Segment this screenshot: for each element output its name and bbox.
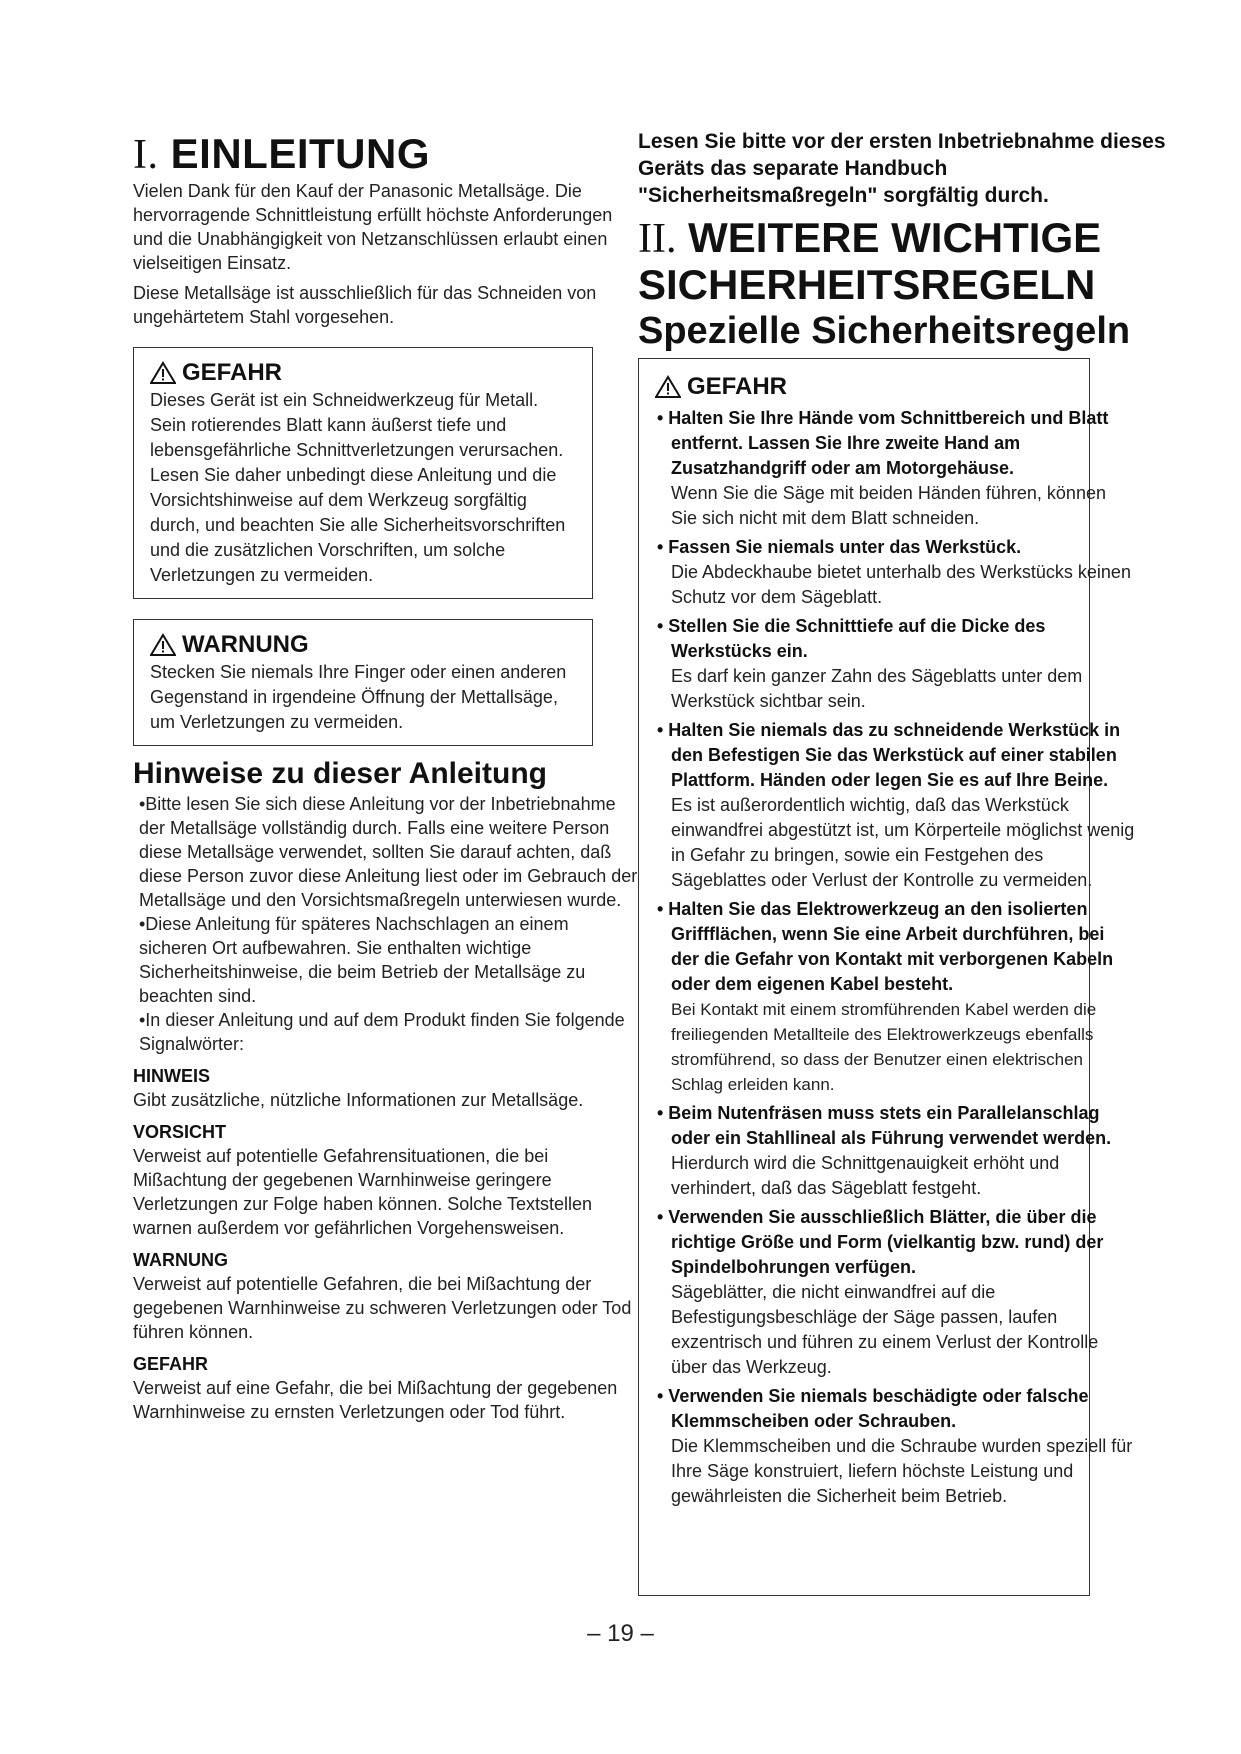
warning-box — [133, 619, 593, 746]
signal-word-heading: GEFAHR — [133, 1354, 209, 1374]
signal-word-heading: WARNUNG — [133, 1250, 228, 1270]
danger-box — [133, 347, 593, 599]
warning-triangle-icon — [150, 361, 176, 385]
signal-word-text: Verweist auf eine Gefahr, die bei Mißachtung der gegebenen Warnhinweise zu ernsten Verletzungen oder Tod führt. — [133, 1378, 618, 1422]
notes-bullet: •In dieser Anleitung und auf dem Produkt finden Sie folgende Signalwörter: — [139, 1010, 625, 1054]
safety-rule-text: Die Abdeckhaube bietet unterhalb des Werkstücks keinen Schutz vor dem Sägeblatt. — [671, 562, 1131, 607]
page-number: – 19 – — [587, 1620, 654, 1647]
safety-rule-text: Bei Kontakt mit einem stromführenden Kabel werden die freiliegenden Metallteile des Elektrowerkzeugs ebenfalls stromführend, so dass der Benutzer einen elektrischen Schlag erleiden kann. — [671, 1000, 1097, 1094]
section-subtitle: Spezielle Sicherheitsregeln — [638, 310, 1131, 352]
notes-heading: Hinweise zu dieser Anleitung — [133, 757, 547, 790]
danger-box-title-text: GEFAHR — [182, 359, 283, 386]
signal-word-text: Verweist auf potentielle Gefahrensituationen, die bei Mißachtung der gegebenen Warnhinweise geringere Verletzungen zur Folge haben können. Solche Textstellen warnen außerdem vor gefährlichen Vorgehensweisen. — [133, 1146, 592, 1238]
safety-rule-heading: • Verwenden Sie ausschließlich Blätter, die über die richtige Größe und Form (vielkantig bzw. rund) der Spindelbohrungen verfügen. — [657, 1207, 1104, 1277]
section-title-line1: WEITERE WICHTIGE — [688, 214, 1102, 261]
warning-box-title-text: WARNUNG — [182, 631, 309, 658]
signal-word-heading: HINWEIS — [133, 1066, 211, 1086]
signal-word-text: Verweist auf potentielle Gefahren, die bei Mißachtung der gegebenen Warnhinweise zu schweren Verletzungen oder Tod führen können. — [133, 1274, 632, 1342]
section-number: I. — [133, 132, 159, 178]
safety-rule-heading: • Beim Nutenfräsen muss stets ein Parallelanschlag oder ein Stahllineal als Führung verwendet werden. — [657, 1103, 1112, 1148]
safety-rule — [655, 718, 1135, 893]
danger-box-title — [150, 358, 578, 388]
safety-rule-text: Es darf kein ganzer Zahn des Sägeblatts unter dem Werkstück sichtbar sein. — [671, 666, 1083, 711]
safety-rule — [655, 1101, 1135, 1201]
signal-word-heading: VORSICHT — [133, 1122, 227, 1142]
safety-rule — [655, 1205, 1135, 1380]
safety-rule-text: Es ist außerordentlich wichtig, daß das Werkstück einwandfrei abgestützt ist, um Körperteile möglichst wenig in Gefahr zu bringen, sowie ein Festgehen des Sägeblattes oder Verlust der Kontrolle zu vermeiden. — [671, 795, 1135, 890]
safety-rule-heading: • Halten Sie niemals das zu schneidende Werkstück in den Befestigen Sie das Werkstück auf einer stabilen Plattform. Händen oder legen Sie es auf Ihre Beine. — [657, 720, 1121, 790]
section-number: II. — [638, 216, 677, 262]
safety-rule — [655, 897, 1135, 1097]
safety-rule-heading: • Fassen Sie niemals unter das Werkstück. — [657, 537, 1022, 557]
safety-rule-text: Sägeblätter, die nicht einwandfrei auf die Befestigungsbeschläge der Säge passen, laufen exzentrisch und führen zu einem Verlust der Kontrolle über das Werkzeug. — [671, 1282, 1099, 1377]
safety-rule — [655, 406, 1135, 531]
safety-rule-text: Die Klemmscheiben und die Schraube wurden speziell für Ihre Säge konstruiert, liefern höchste Leistung und gewährleisten die Sicherheit beim Betrieb. — [671, 1436, 1133, 1506]
safety-rule-heading: • Verwenden Sie niemals beschädigte oder falsche Klemmscheiben oder Schrauben. — [657, 1386, 1089, 1431]
safety-rule — [655, 535, 1135, 610]
right-danger-box-content — [655, 372, 1135, 1509]
warning-triangle-icon — [655, 375, 681, 399]
left-column — [133, 130, 638, 1424]
section-title-text: EINLEITUNG — [170, 130, 431, 177]
safety-rule — [655, 1384, 1135, 1509]
notes-bullet: •Bitte lesen Sie sich diese Anleitung vor der Inbetriebnahme der Metallsäge vollständig durch. Falls eine weitere Person diese Metallsäge verwendet, sollten Sie darauf achten, daß diese Person zuvor diese Anleitung liest oder im Gebrauch der Metallsäge und den Vorsichtsmaßregeln unterwiesen wurde. — [139, 794, 638, 910]
signal-word-text: Gibt zusätzliche, nützliche Informationen zur Metallsäge. — [133, 1090, 584, 1110]
intended-use-paragraph: Diese Metallsäge ist ausschließlich für das Schneiden von ungehärtetem Stahl vorgesehen. — [133, 283, 597, 327]
section-title-safety — [638, 215, 1178, 262]
intro-paragraph: Vielen Dank für den Kauf der Panasonic Metallsäge. Die hervorragende Schnittleistung erfüllt höchste Anforderungen und die Unabhängigkeit von Netzanschlüssen erlaubt einen vielseitigen Einsatz. — [133, 181, 613, 273]
safety-rule-heading: • Halten Sie Ihre Hände vom Schnittbereich und Blatt entfernt. Lassen Sie Ihre zweite Hand am Zusatzhandgriff oder am Motorgehäuse. — [657, 408, 1109, 478]
right-column-header — [638, 128, 1178, 354]
safety-rule-text: Hierdurch wird die Schnittgenauigkeit erhöht und verhindert, daß das Sägeblatt festgeht. — [671, 1153, 1060, 1198]
safety-rule — [655, 614, 1135, 714]
right-danger-title — [655, 372, 1135, 402]
warning-box-title — [150, 630, 578, 660]
safety-rule-heading: • Halten Sie das Elektrowerkzeug an den isolierten Griffflächen, wenn Sie eine Arbeit durchführen, bei der die Gefahr von Kontakt mit verborgenen Kabeln oder dem eigenen Kabel besteht. — [657, 899, 1114, 994]
danger-box-text: Dieses Gerät ist ein Schneidwerkzeug für Metall. Sein rotierendes Blatt kann äußerst tiefe und lebensgefährliche Schnittverletzungen verursachen. Lesen Sie daher unbedingt diese Anleitung und die Vorsichtshinweise auf dem Werkzeug sorgfältig durch, und beachten Sie alle Sicherheitsvorschriften und die zusätzlichen Vorschriften, um solche Verletzungen zu vermeiden. — [150, 390, 566, 585]
notes-bullet: •Diese Anleitung für späteres Nachschlagen an einem sicheren Ort aufbewahren. Sie enthalten wichtige Sicherheitshinweise, die beim Betrieb der Metallsäge zu beachten sind. — [139, 914, 586, 1006]
safety-rule-text: Wenn Sie die Säge mit beiden Händen führen, können Sie sich nicht mit dem Blatt schneiden. — [671, 483, 1106, 528]
warning-box-text: Stecken Sie niemals Ihre Finger oder einen anderen Gegenstand in irgendeine Öffnung der Mettallsäge, um Verletzungen zu vermeiden. — [150, 662, 567, 732]
right-danger-title-text: GEFAHR — [687, 373, 788, 400]
safety-rule-heading: • Stellen Sie die Schnitttiefe auf die Dicke des Werkstücks ein. — [657, 616, 1046, 661]
warning-triangle-icon — [150, 633, 176, 657]
lead-notice: Lesen Sie bitte vor der ersten Inbetriebnahme dieses Geräts das separate Handbuch "Sicherheitsmaßregeln" sorgfältig durch. — [638, 130, 1166, 207]
section-title-einleitung — [133, 130, 638, 179]
section-title-line2: SICHERHEITSREGELN — [638, 261, 1096, 308]
